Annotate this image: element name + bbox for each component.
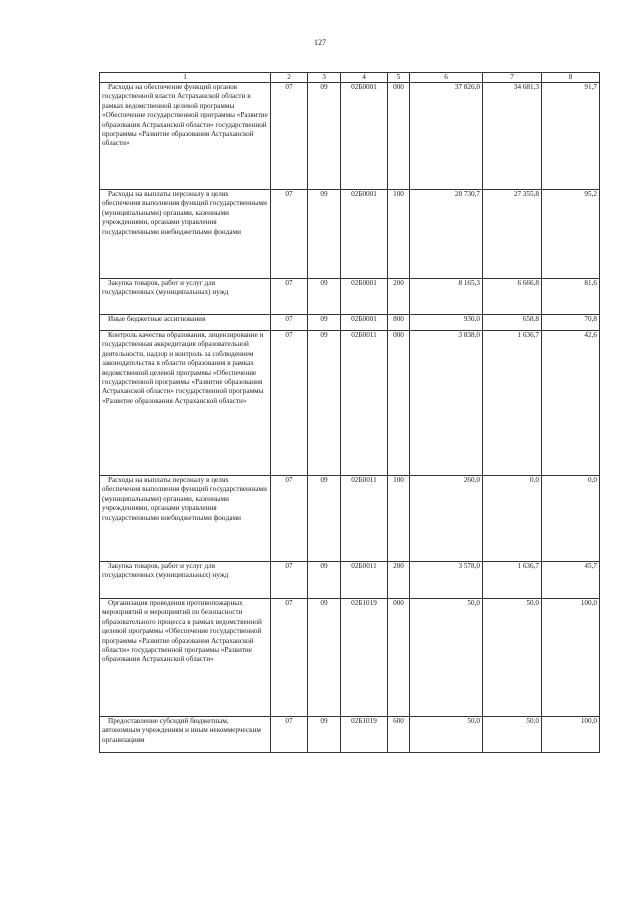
actual-amount: 27 355,8 — [483, 190, 542, 279]
target-article-code: 02Б0001 — [341, 190, 388, 279]
row-name: Контроль качества образования, лицензирование и государственная аккредитация образовательной деятельности, надзор и контроль за соблюдением законодательства в области образования в рамках ведомственной целевой программы «Обеспечение государственной программы «Развитие образования Астраханской области» государственной программы «Развитие образования Астраханской области» — [102, 331, 264, 405]
expense-type-code: 000 — [388, 599, 410, 717]
planned-amount: 930,0 — [410, 315, 483, 331]
percent-executed: 0,0 — [542, 476, 600, 562]
percent-executed: 42,6 — [542, 331, 600, 476]
planned-amount: 50,0 — [410, 717, 483, 753]
header-cell: 3 — [308, 73, 341, 83]
actual-amount: 658,8 — [483, 315, 542, 331]
target-article-code: 02Б0011 — [341, 331, 388, 476]
header-cell: 7 — [483, 73, 542, 83]
row-name-cell — [100, 562, 271, 599]
section-code: 07 — [271, 717, 308, 753]
subsection-code: 09 — [308, 599, 341, 717]
header-cell: 8 — [542, 73, 600, 83]
planned-amount: 50,0 — [410, 599, 483, 717]
planned-amount: 3 838,0 — [410, 331, 483, 476]
row-name: Предоставление субсидий бюджетным, автономным учреждениям и иным некоммерческим организациям — [102, 717, 261, 744]
row-name: Расходы на выплаты персоналу в целях обеспечения выполнения функций государственными (муниципальными) органами, казенными учреждениями, органами управления государственными внебюджетными фондами — [102, 190, 267, 236]
table-row — [100, 476, 600, 562]
subsection-code: 09 — [308, 315, 341, 331]
planned-amount: 3 578,0 — [410, 562, 483, 599]
section-code: 07 — [271, 476, 308, 562]
planned-amount: 260,0 — [410, 476, 483, 562]
table-row — [100, 279, 600, 315]
actual-amount: 34 681,3 — [483, 83, 542, 190]
section-code: 07 — [271, 190, 308, 279]
row-name: Закупка товаров, работ и услуг для государственных (муниципальных) нужд — [102, 562, 229, 580]
expense-type-code: 800 — [388, 315, 410, 331]
planned-amount: 37 826,0 — [410, 83, 483, 190]
target-article-code: 02Б0001 — [341, 279, 388, 315]
percent-executed: 100,0 — [542, 599, 600, 717]
target-article-code: 02Б1019 — [341, 717, 388, 753]
percent-executed: 81,6 — [542, 279, 600, 315]
target-article-code: 02Б1019 — [341, 599, 388, 717]
section-code: 07 — [271, 83, 308, 190]
header-row — [100, 73, 600, 83]
subsection-code: 09 — [308, 476, 341, 562]
target-article-code: 02Б0001 — [341, 315, 388, 331]
row-name-cell — [100, 476, 271, 562]
row-name: Расходы на обеспечение функций органов государственной власти Астраханской области в рамках ведомственной целевой программы «Обеспечение государственной программы «Развитие образования Астраханской области» государственной программы «Развитие образования Астраханской области» — [102, 83, 268, 148]
row-name-cell — [100, 599, 271, 717]
table-row — [100, 599, 600, 717]
row-name-cell — [100, 83, 271, 190]
subsection-code: 09 — [308, 331, 341, 476]
actual-amount: 1 636,7 — [483, 331, 542, 476]
row-name-cell — [100, 717, 271, 753]
row-name: Закупка товаров, работ и услуг для государственных (муниципальных) нужд — [102, 279, 229, 297]
row-name: Иные бюджетные ассигнования — [108, 315, 206, 323]
planned-amount: 8 165,3 — [410, 279, 483, 315]
row-name-cell — [100, 279, 271, 315]
section-code: 07 — [271, 562, 308, 599]
header-cell: 4 — [341, 73, 388, 83]
section-code: 07 — [271, 599, 308, 717]
planned-amount: 28 730,7 — [410, 190, 483, 279]
page-number: 127 — [314, 38, 326, 47]
header-cell: 5 — [388, 73, 410, 83]
expense-type-code: 200 — [388, 279, 410, 315]
percent-executed: 100,0 — [542, 717, 600, 753]
percent-executed: 45,7 — [542, 562, 600, 599]
expense-type-code: 100 — [388, 190, 410, 279]
budget-table — [99, 72, 600, 753]
target-article-code: 02Б0011 — [341, 562, 388, 599]
section-code: 07 — [271, 315, 308, 331]
percent-executed: 95,2 — [542, 190, 600, 279]
header-cell: 2 — [271, 73, 308, 83]
section-code: 07 — [271, 279, 308, 315]
actual-amount: 6 666,8 — [483, 279, 542, 315]
percent-executed: 91,7 — [542, 83, 600, 190]
row-name: Расходы на выплаты персоналу в целях обеспечения выполнения функций государственными (муниципальными) органами, казенными учреждениями, органами управления государственными внебюджетными фондами — [102, 476, 267, 522]
table-row — [100, 331, 600, 476]
subsection-code: 09 — [308, 83, 341, 190]
expense-type-code: 200 — [388, 562, 410, 599]
expense-type-code: 600 — [388, 717, 410, 753]
subsection-code: 09 — [308, 717, 341, 753]
actual-amount: 0,0 — [483, 476, 542, 562]
table-row — [100, 315, 600, 331]
table-row — [100, 562, 600, 599]
actual-amount: 50,0 — [483, 599, 542, 717]
actual-amount: 1 636,7 — [483, 562, 542, 599]
target-article-code: 02Б0011 — [341, 476, 388, 562]
header-cell: 6 — [410, 73, 483, 83]
row-name-cell — [100, 315, 271, 331]
subsection-code: 09 — [308, 562, 341, 599]
percent-executed: 70,8 — [542, 315, 600, 331]
table-row — [100, 83, 600, 190]
header-cell: 1 — [100, 73, 271, 83]
expense-type-code: 000 — [388, 83, 410, 190]
subsection-code: 09 — [308, 279, 341, 315]
actual-amount: 50,0 — [483, 717, 542, 753]
row-name-cell — [100, 190, 271, 279]
expense-type-code: 100 — [388, 476, 410, 562]
target-article-code: 02Б0001 — [341, 83, 388, 190]
expense-type-code: 000 — [388, 331, 410, 476]
table-row — [100, 190, 600, 279]
table-row — [100, 717, 600, 753]
section-code: 07 — [271, 331, 308, 476]
subsection-code: 09 — [308, 190, 341, 279]
row-name-cell — [100, 331, 271, 476]
row-name: Организация проведения противопожарных мероприятий и мероприятий по безопасности образовательного процесса в рамках ведомственной целевой программы «Обеспечение государственной программы «Развитие образования Астраханской области» государственной программы «Развитие образования Астраханской области» — [102, 599, 262, 664]
